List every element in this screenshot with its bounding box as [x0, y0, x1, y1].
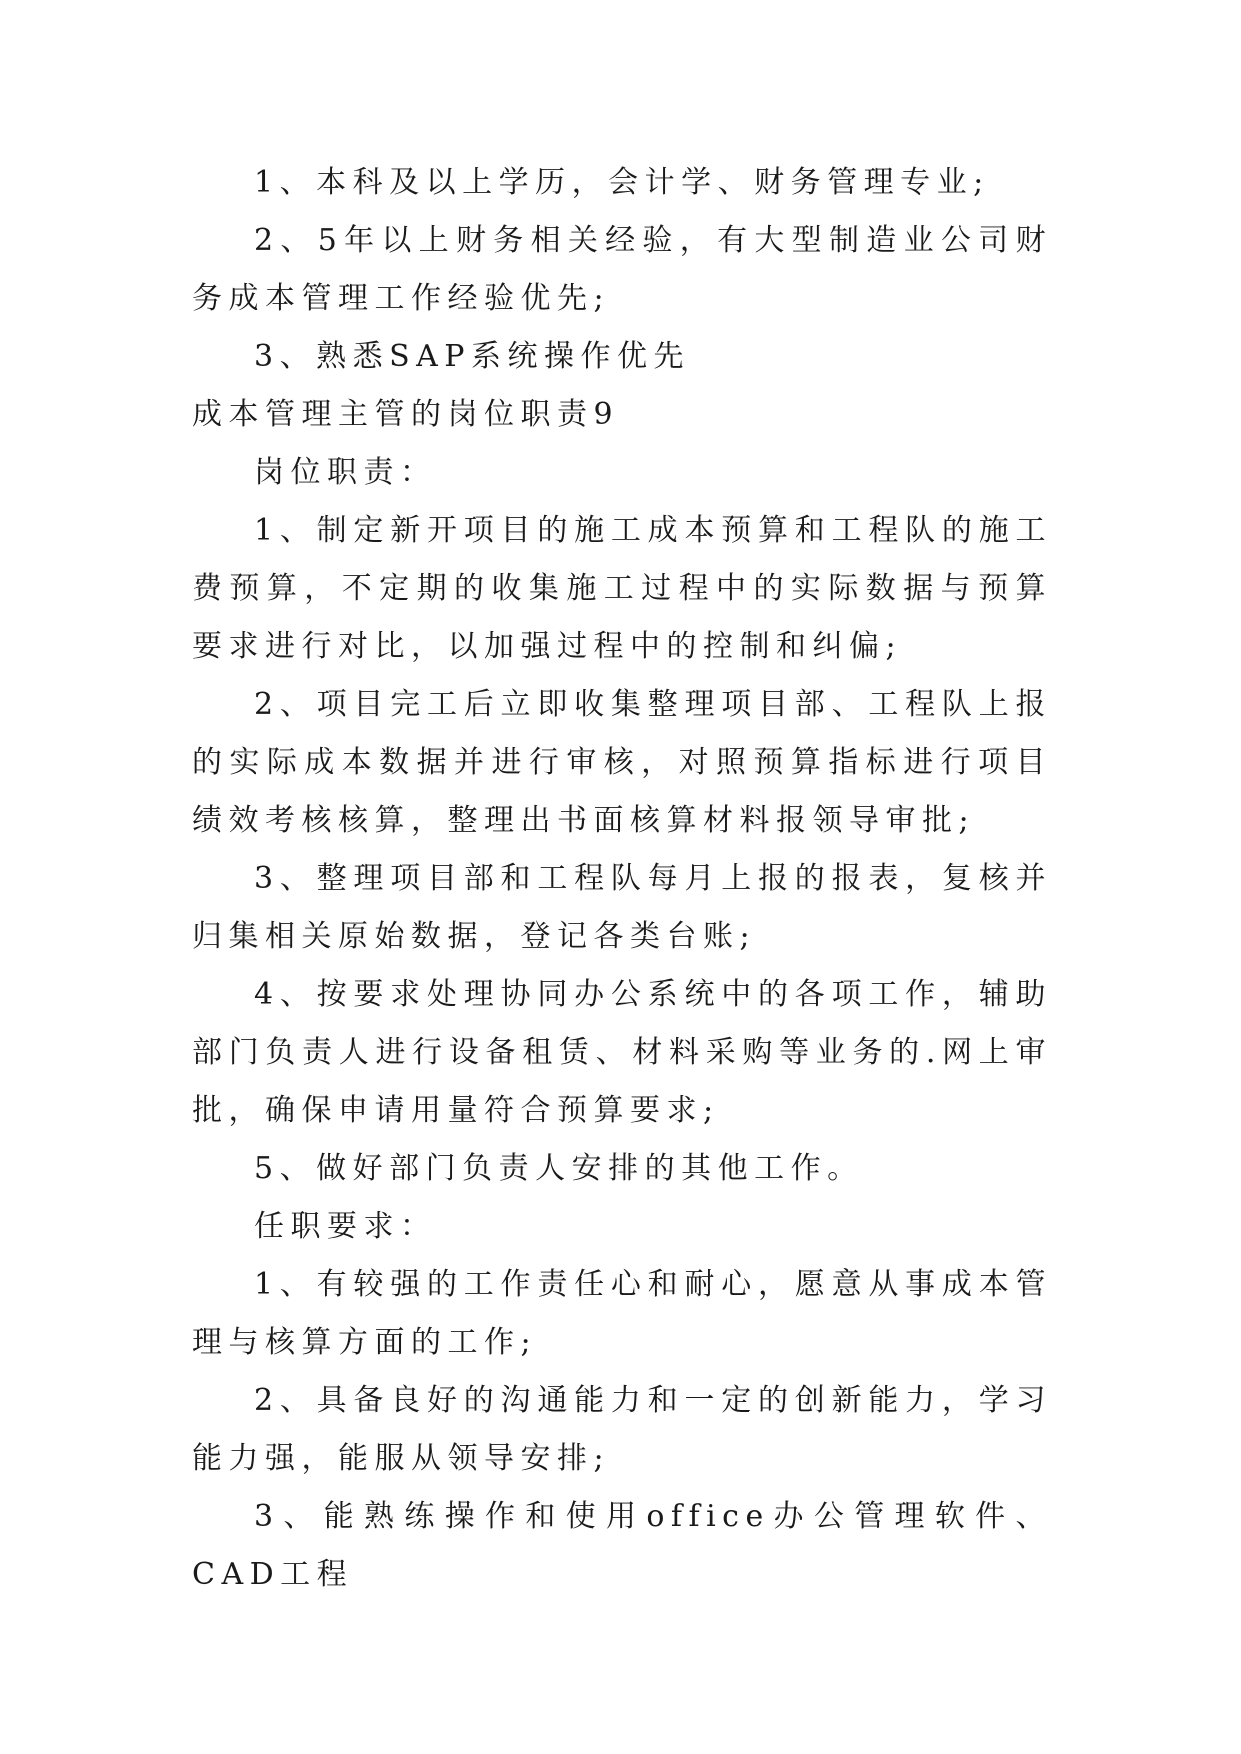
qualification-item-2: 2、具备良好的沟通能力和一定的创新能力，学习能力强，能服从领导安排;	[192, 1383, 1052, 1476]
requirement-item-2: 2、5年以上财务相关经验，有大型制造业公司财务成本管理工作经验优先;	[192, 223, 1052, 316]
duty-item-1: 1、制定新开项目的施工成本预算和工程队的施工费预算，不定期的收集施工过程中的实际数据与预算要求进行对比，以加强过程中的控制和纠偏;	[192, 513, 1052, 664]
qualification-item-3: 3、能熟练操作和使用office办公管理软件、CAD工程	[192, 1499, 1052, 1592]
duties-label: 岗位职责：	[254, 455, 437, 490]
section-heading: 成本管理主管的岗位职责9	[192, 397, 620, 432]
requirement-item-3: 3、熟悉SAP系统操作优先	[254, 339, 690, 374]
qualifications-label: 任职要求：	[254, 1209, 437, 1244]
document-body	[192, 154, 1052, 1604]
duty-item-4: 4、按要求处理协同办公系统中的各项工作，辅助部门负责人进行设备租赁、材料采购等业务的.网上审批，确保申请用量符合预算要求;	[192, 977, 1052, 1128]
duty-item-3: 3、整理项目部和工程队每月上报的报表，复核并归集相关原始数据，登记各类台账;	[192, 861, 1052, 954]
requirement-item-1: 1、本科及以上学历，会计学、财务管理专业;	[254, 165, 990, 200]
qualification-item-1: 1、有较强的工作责任心和耐心，愿意从事成本管理与核算方面的工作;	[192, 1267, 1052, 1360]
duty-item-5: 5、做好部门负责人安排的其他工作。	[254, 1151, 864, 1186]
duty-item-2: 2、项目完工后立即收集整理项目部、工程队上报的实际成本数据并进行审核，对照预算指标进行项目绩效考核核算，整理出书面核算材料报领导审批;	[192, 687, 1052, 838]
